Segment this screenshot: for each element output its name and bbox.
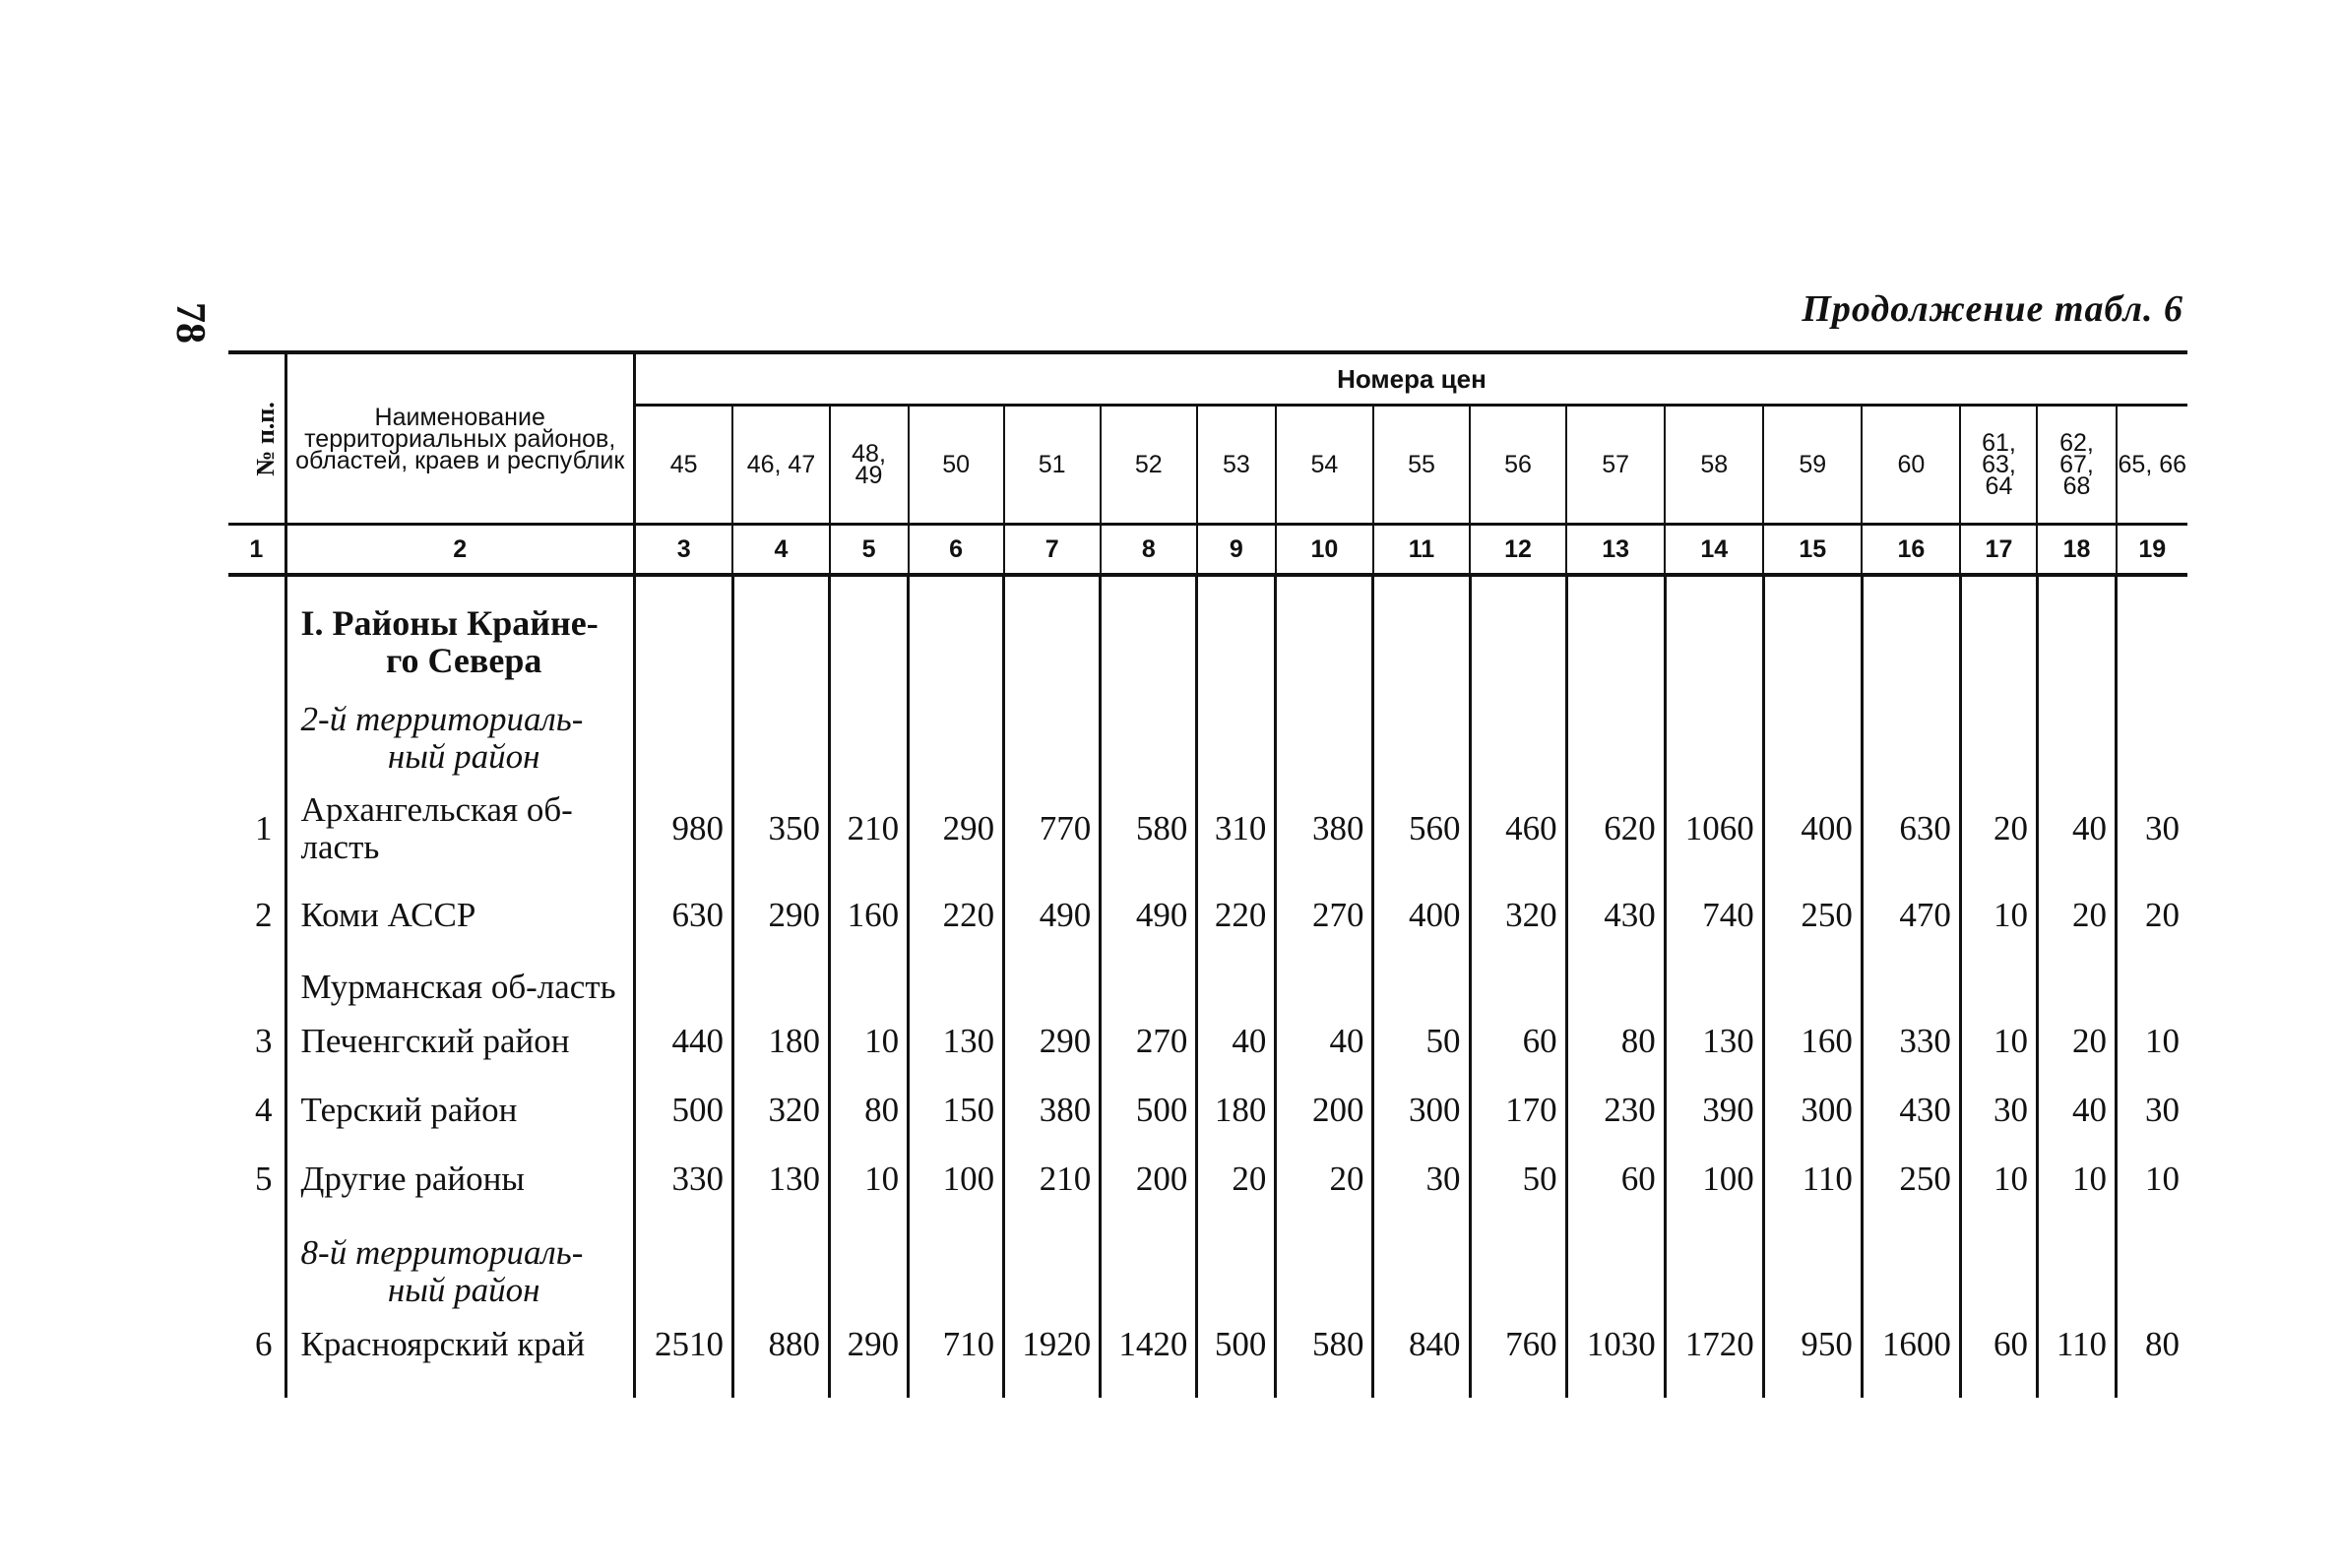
subsection-row: [228, 679, 2187, 776]
price-value: [1101, 587, 1197, 679]
spacer-cell: [1665, 575, 1763, 587]
price-value: [830, 587, 909, 679]
price-value: 620: [1566, 776, 1665, 880]
price-value: 220: [909, 880, 1004, 949]
table-row: [228, 1309, 2187, 1398]
region-name: Другие районы: [285, 1144, 634, 1213]
price-value: 130: [909, 1006, 1004, 1075]
price-value: [830, 949, 909, 1006]
price-value: 630: [1862, 776, 1960, 880]
column-number: 15: [1763, 525, 1862, 576]
price-value: [732, 679, 829, 776]
price-value: [1665, 1213, 1763, 1309]
spacer-cell: [1276, 575, 1373, 587]
title-line: ный район: [387, 1271, 540, 1309]
price-value: 500: [634, 1075, 732, 1144]
price-value: 1600: [1862, 1309, 1960, 1398]
price-value: 290: [1004, 1006, 1101, 1075]
price-value: 320: [732, 1075, 829, 1144]
column-number: 10: [1276, 525, 1373, 576]
price-value: 580: [1101, 776, 1197, 880]
price-column-header: [2037, 406, 2116, 525]
price-column-header-part: 48,: [852, 440, 886, 468]
price-value: [1862, 949, 1960, 1006]
price-value: 10: [1960, 1144, 2037, 1213]
table-row: [228, 880, 2187, 949]
spacer-cell: [228, 575, 285, 587]
price-value: [1862, 587, 1960, 679]
price-value: 20: [2117, 880, 2187, 949]
price-value: 290: [732, 880, 829, 949]
price-value: 30: [2117, 776, 2187, 880]
price-value: 210: [830, 776, 909, 880]
price-value: [909, 587, 1004, 679]
price-value: [2117, 587, 2187, 679]
price-column-header: 54: [1276, 406, 1373, 525]
column-number: 19: [2117, 525, 2187, 576]
price-value: [732, 1213, 829, 1309]
spacer-cell: [1470, 575, 1566, 587]
price-value: 10: [1960, 880, 2037, 949]
region-name: Архангельская об-ласть: [285, 776, 634, 880]
column-number: 4: [732, 525, 829, 576]
price-value: 250: [1763, 880, 1862, 949]
price-value: 440: [634, 1006, 732, 1075]
spacer-cell: [285, 575, 634, 587]
price-value: 20: [2037, 1006, 2116, 1075]
price-value: [2037, 949, 2116, 1006]
price-value: 1420: [1101, 1309, 1197, 1398]
spacer-cell: [1763, 575, 1862, 587]
price-value: [1373, 587, 1470, 679]
title-line: 2-й территориаль-: [300, 700, 584, 738]
price-value: [1763, 679, 1862, 776]
spacer-cell: [2117, 575, 2187, 587]
price-value: [909, 679, 1004, 776]
row-number: 4: [255, 1091, 273, 1129]
price-value: [1470, 949, 1566, 1006]
price-value: [634, 949, 732, 1006]
price-value: 380: [1276, 776, 1373, 880]
price-value: [1373, 679, 1470, 776]
price-column-header-part: 63,: [1982, 451, 2016, 478]
row-number: [228, 587, 285, 679]
column-number: 18: [2037, 525, 2116, 576]
spacer-cell: [634, 575, 732, 587]
price-value: [732, 949, 829, 1006]
price-value: 10: [2117, 1006, 2187, 1075]
price-value: 130: [1665, 1006, 1763, 1075]
column-number: 1: [228, 525, 285, 576]
price-value: [1862, 679, 1960, 776]
region-name: Печенгский район: [285, 1006, 634, 1075]
price-value: 390: [1665, 1075, 1763, 1144]
price-column-header-part: 67,: [2059, 451, 2094, 478]
price-value: 30: [2117, 1075, 2187, 1144]
prices-group-header: Номера цен: [634, 352, 2187, 406]
price-column-header: 65, 66: [2117, 406, 2187, 525]
price-value: 180: [732, 1006, 829, 1075]
page-number: 78: [167, 302, 213, 344]
price-value: 880: [732, 1309, 829, 1398]
price-value: 330: [634, 1144, 732, 1213]
group-title: Мурманская об-ласть: [285, 949, 634, 1006]
column-number: 6: [909, 525, 1004, 576]
price-column-header: [830, 406, 909, 525]
column-number: 9: [1197, 525, 1276, 576]
price-value: [909, 1213, 1004, 1309]
price-value: [1763, 949, 1862, 1006]
price-value: [1276, 1213, 1373, 1309]
price-value: [2037, 1213, 2116, 1309]
price-value: 200: [1276, 1075, 1373, 1144]
price-column-header-part: 49: [854, 462, 883, 489]
price-value: [1004, 949, 1101, 1006]
price-value: 10: [2117, 1144, 2187, 1213]
title-line: I. Районы Крайне-: [300, 603, 599, 643]
price-value: 380: [1004, 1075, 1101, 1144]
price-value: [634, 1213, 732, 1309]
price-value: [634, 679, 732, 776]
price-value: [732, 587, 829, 679]
name-column-header: Наименование территориальных районов, областей, краев и республик: [285, 352, 634, 525]
price-value: [1101, 949, 1197, 1006]
price-value: 20: [1276, 1144, 1373, 1213]
price-value: [1004, 679, 1101, 776]
price-value: [1101, 1213, 1197, 1309]
price-value: 10: [1960, 1006, 2037, 1075]
spacer-cell: [1862, 575, 1960, 587]
region-name: Коми АССР: [285, 880, 634, 949]
price-value: 300: [1763, 1075, 1862, 1144]
price-column-header-part: 62,: [2059, 429, 2094, 457]
price-column-header: 57: [1566, 406, 1665, 525]
price-value: 80: [1566, 1006, 1665, 1075]
region-name: Терский район: [285, 1075, 634, 1144]
column-number: 16: [1862, 525, 1960, 576]
spacer-cell: [732, 575, 829, 587]
row-number: [228, 949, 285, 1006]
price-value: 460: [1470, 776, 1566, 880]
price-value: [1373, 1213, 1470, 1309]
spacer-cell: [830, 575, 909, 587]
price-value: 220: [1197, 880, 1276, 949]
price-table: [228, 350, 2187, 1398]
price-value: [1197, 949, 1276, 1006]
row-number: [228, 1213, 285, 1309]
price-value: 50: [1373, 1006, 1470, 1075]
column-number: 7: [1004, 525, 1101, 576]
column-number: 12: [1470, 525, 1566, 576]
price-column-header: 55: [1373, 406, 1470, 525]
price-value: 1060: [1665, 776, 1763, 880]
price-value: 10: [2037, 1144, 2116, 1213]
price-value: [1566, 1213, 1665, 1309]
price-value: 40: [1197, 1006, 1276, 1075]
price-value: 250: [1862, 1144, 1960, 1213]
price-value: 80: [2117, 1309, 2187, 1398]
price-value: 180: [1197, 1075, 1276, 1144]
price-value: [1101, 679, 1197, 776]
header-row-titles: [228, 352, 2187, 406]
num-column-label: № п.п.: [250, 401, 280, 476]
subsection-title: [285, 679, 634, 776]
price-value: 150: [909, 1075, 1004, 1144]
price-value: [634, 587, 732, 679]
table-caption: Продолжение табл. 6: [1802, 288, 2183, 330]
price-column-header: 45: [634, 406, 732, 525]
price-value: [1763, 1213, 1862, 1309]
price-column-header-part: 68: [2062, 472, 2091, 500]
section-title: [285, 587, 634, 679]
header-row-column-numbers: [228, 525, 2187, 576]
price-value: 580: [1276, 1309, 1373, 1398]
table-row: [228, 1006, 2187, 1075]
spacer-cell: [1566, 575, 1665, 587]
table-row: [228, 1075, 2187, 1144]
price-column-header: 51: [1004, 406, 1101, 525]
price-value: [1960, 1213, 2037, 1309]
price-value: 270: [1276, 880, 1373, 949]
spacer-cell: [1197, 575, 1276, 587]
title-line: 8-й территориаль-: [300, 1233, 584, 1272]
price-value: [1276, 949, 1373, 1006]
price-value: [1004, 587, 1101, 679]
price-column-header: 53: [1197, 406, 1276, 525]
spacer-cell: [1373, 575, 1470, 587]
price-value: 310: [1197, 776, 1276, 880]
title-line: го Севера: [386, 641, 542, 680]
price-value: 110: [2037, 1309, 2116, 1398]
price-value: 300: [1373, 1075, 1470, 1144]
price-value: 430: [1566, 880, 1665, 949]
price-value: 840: [1373, 1309, 1470, 1398]
price-column-header: 60: [1862, 406, 1960, 525]
price-value: 160: [830, 880, 909, 949]
price-value: 50: [1470, 1144, 1566, 1213]
row-number: 5: [255, 1160, 273, 1198]
price-value: 30: [1373, 1144, 1470, 1213]
price-column-header: [1960, 406, 2037, 525]
row-number: 3: [255, 1022, 273, 1060]
row-number: 2: [255, 896, 273, 934]
price-value: 40: [1276, 1006, 1373, 1075]
price-value: 130: [732, 1144, 829, 1213]
price-value: 950: [1763, 1309, 1862, 1398]
price-value: [1665, 949, 1763, 1006]
price-value: 1030: [1566, 1309, 1665, 1398]
price-value: 430: [1862, 1075, 1960, 1144]
price-value: [1862, 1213, 1960, 1309]
spacer-cell: [2037, 575, 2116, 587]
price-value: [2117, 679, 2187, 776]
price-value: 20: [2037, 880, 2116, 949]
price-value: 560: [1373, 776, 1470, 880]
price-value: 490: [1004, 880, 1101, 949]
row-number: 1: [255, 809, 273, 847]
price-value: 2510: [634, 1309, 732, 1398]
price-value: [2117, 1213, 2187, 1309]
price-value: 740: [1665, 880, 1763, 949]
price-value: 350: [732, 776, 829, 880]
price-value: [1960, 949, 2037, 1006]
group-row: [228, 949, 2187, 1006]
price-value: 40: [2037, 776, 2116, 880]
price-value: 1720: [1665, 1309, 1763, 1398]
subsection-row: [228, 1213, 2187, 1309]
price-value: 400: [1763, 776, 1862, 880]
title-line: ный район: [387, 737, 540, 776]
price-value: 500: [1197, 1309, 1276, 1398]
spacer-cell: [909, 575, 1004, 587]
price-value: 500: [1101, 1075, 1197, 1144]
price-value: [1373, 949, 1470, 1006]
spacer-row: [228, 575, 2187, 587]
subsection-title: [285, 1213, 634, 1309]
table-header: [228, 352, 2187, 575]
price-value: 290: [830, 1309, 909, 1398]
price-value: [1566, 587, 1665, 679]
price-value: 60: [1960, 1309, 2037, 1398]
price-value: 80: [830, 1075, 909, 1144]
num-column-header: [228, 352, 285, 525]
price-value: 490: [1101, 880, 1197, 949]
price-value: 20: [1960, 776, 2037, 880]
spacer-cell: [1960, 575, 2037, 587]
price-column-header: 58: [1665, 406, 1763, 525]
price-value: 770: [1004, 776, 1101, 880]
price-value: [2037, 679, 2116, 776]
price-value: 270: [1101, 1006, 1197, 1075]
row-number: 6: [255, 1325, 273, 1363]
row-number: [228, 679, 285, 776]
price-value: [909, 949, 1004, 1006]
price-value: 10: [830, 1144, 909, 1213]
price-value: 330: [1862, 1006, 1960, 1075]
price-value: 710: [909, 1309, 1004, 1398]
price-value: 10: [830, 1006, 909, 1075]
price-value: [1960, 587, 2037, 679]
price-value: [1470, 587, 1566, 679]
price-value: 320: [1470, 880, 1566, 949]
price-column-header: 59: [1763, 406, 1862, 525]
price-value: [1276, 679, 1373, 776]
spacer-cell: [1101, 575, 1197, 587]
price-value: 230: [1566, 1075, 1665, 1144]
price-value: 60: [1566, 1144, 1665, 1213]
price-value: [1960, 679, 2037, 776]
price-value: [1665, 587, 1763, 679]
table-row: [228, 1144, 2187, 1213]
price-value: [1763, 587, 1862, 679]
price-value: 630: [634, 880, 732, 949]
column-number: 13: [1566, 525, 1665, 576]
table-body: [228, 575, 2187, 1398]
table-row: [228, 776, 2187, 880]
column-number: 8: [1101, 525, 1197, 576]
column-number: 17: [1960, 525, 2037, 576]
price-value: [1004, 1213, 1101, 1309]
price-value: 290: [909, 776, 1004, 880]
price-value: [1566, 949, 1665, 1006]
section-row: [228, 587, 2187, 679]
price-value: [2117, 949, 2187, 1006]
spacer-cell: [1004, 575, 1101, 587]
price-value: 760: [1470, 1309, 1566, 1398]
price-value: 400: [1373, 880, 1470, 949]
price-value: [2037, 587, 2116, 679]
price-value: [1276, 587, 1373, 679]
price-column-header-part: 61,: [1982, 429, 2016, 457]
price-value: [1470, 1213, 1566, 1309]
price-value: 160: [1763, 1006, 1862, 1075]
price-value: 200: [1101, 1144, 1197, 1213]
price-value: 20: [1197, 1144, 1276, 1213]
price-value: [1197, 1213, 1276, 1309]
column-number: 11: [1373, 525, 1470, 576]
price-value: 470: [1862, 880, 1960, 949]
price-value: [830, 679, 909, 776]
price-value: [1470, 679, 1566, 776]
column-number: 3: [634, 525, 732, 576]
price-value: 980: [634, 776, 732, 880]
price-column-header: 50: [909, 406, 1004, 525]
price-value: 110: [1763, 1144, 1862, 1213]
column-number: 14: [1665, 525, 1763, 576]
price-value: 170: [1470, 1075, 1566, 1144]
price-value: 100: [909, 1144, 1004, 1213]
price-value: [1566, 679, 1665, 776]
price-value: 210: [1004, 1144, 1101, 1213]
price-value: [830, 1213, 909, 1309]
price-value: 60: [1470, 1006, 1566, 1075]
price-value: 30: [1960, 1075, 2037, 1144]
price-column-header: 56: [1470, 406, 1566, 525]
price-value: 40: [2037, 1075, 2116, 1144]
column-number: 2: [285, 525, 634, 576]
price-value: [1665, 679, 1763, 776]
price-column-header: 52: [1101, 406, 1197, 525]
price-value: 100: [1665, 1144, 1763, 1213]
price-value: [1197, 679, 1276, 776]
price-column-header: 46, 47: [732, 406, 829, 525]
region-name: Красноярский край: [285, 1309, 634, 1398]
price-column-header-part: 64: [1985, 472, 2013, 500]
price-value: 1920: [1004, 1309, 1101, 1398]
price-value: [1197, 587, 1276, 679]
column-number: 5: [830, 525, 909, 576]
